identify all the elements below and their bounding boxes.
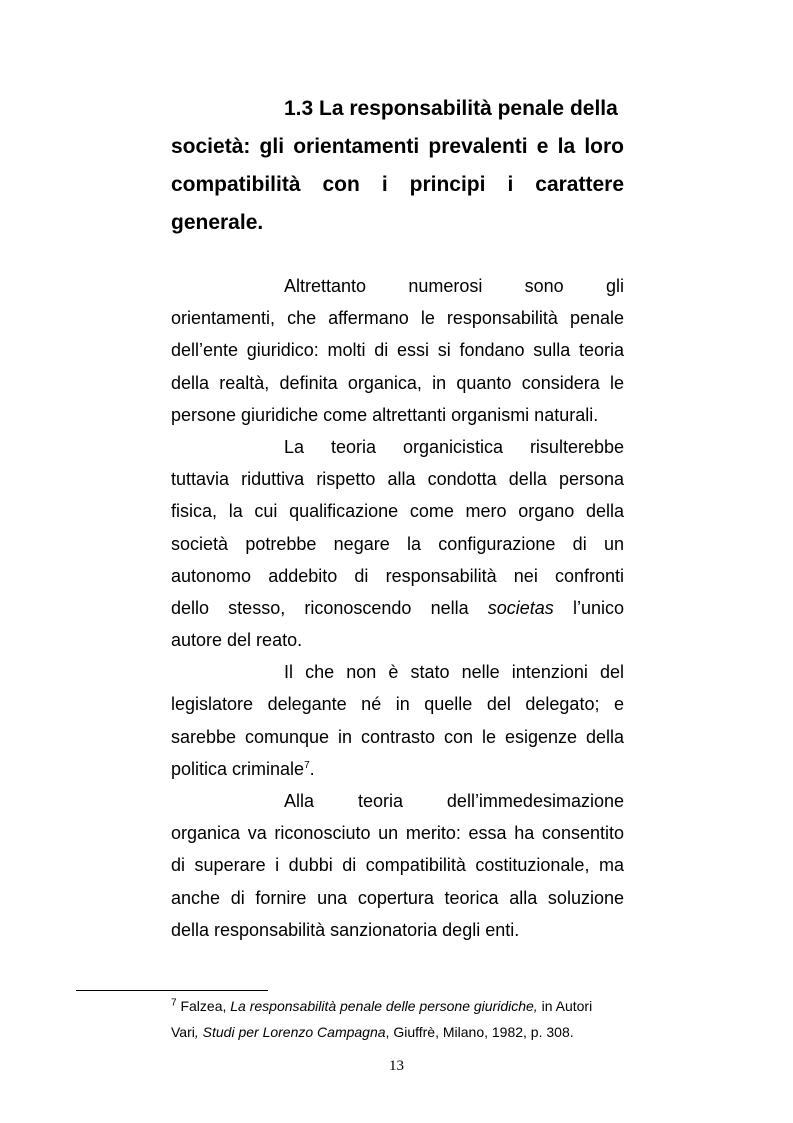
text-line: Il che non è stato nelle intenzioni del	[284, 662, 624, 683]
text-line: della realtà, definita organica, in quanto considera le	[171, 372, 624, 393]
text-line: sarebbe comunque in contrasto con le esigenze della	[171, 726, 624, 747]
footnote-line	[171, 1019, 626, 1045]
footnote-number: 7	[171, 997, 177, 1009]
text-line: autore del reato.	[171, 630, 303, 651]
text-segment: dello stesso, riconoscendo nella	[171, 597, 469, 618]
footnote-comma: ,	[194, 1024, 199, 1040]
text-line: di superare i dubbi di compatibilità costituzionale, ma	[171, 855, 624, 876]
text-line: Alla teoria dell’immedesimazione	[284, 791, 624, 811]
footnote-line	[171, 993, 626, 1019]
paragraph	[171, 270, 624, 431]
text-line: fisica, la cui qualificazione come mero organo della	[171, 501, 624, 522]
paragraph	[171, 785, 624, 946]
italic-term: societas	[487, 597, 554, 618]
text-line: della responsabilità sanzionatoria degli enti.	[171, 919, 520, 940]
text-line: orientamenti, che affermano le responsabilità penale	[171, 308, 624, 329]
text-line: dell’ente giuridico: molti di essi si fondano sulla teoria	[171, 340, 624, 361]
text-line: anche di fornire una copertura teorica alla soluzione	[171, 887, 624, 908]
text-line: persone giuridiche come altrettanti organismi naturali.	[171, 404, 599, 425]
text-segment: .	[309, 758, 315, 779]
heading-line: compatibilità con i principi i carattere	[171, 173, 624, 196]
heading-line: generale.	[171, 211, 264, 234]
footnote-ref[interactable]: 7	[304, 759, 310, 771]
footnote-separator	[76, 990, 268, 991]
footnote-in: in Autori	[541, 998, 593, 1014]
text-line	[171, 753, 624, 785]
footnote-author: Falzea,	[180, 998, 227, 1014]
text-line: tuttavia riduttiva rispetto alla condotta della persona	[171, 469, 624, 490]
text-line: Altrettanto numerosi sono gli	[284, 276, 624, 296]
footnote-details: , Giuffrè, Milano, 1982, p. 308.	[385, 1024, 574, 1040]
paragraph	[171, 656, 624, 785]
footnote-book: Studi per Lorenzo Campagna	[202, 1024, 386, 1040]
text-line: La teoria organicistica risulterebbe	[284, 436, 624, 457]
footnote-title: La responsabilità penale delle persone giuridiche,	[230, 998, 538, 1014]
text-segment: l’unico	[572, 597, 624, 618]
heading-line: società: gli orientamenti prevalenti e la loro	[171, 135, 624, 158]
body-text	[171, 270, 624, 946]
paragraph	[171, 431, 624, 656]
footnote-text: Vari	[171, 1024, 195, 1040]
text-line: organica va riconosciuto un merito: essa ha consentito	[171, 823, 624, 844]
text-line: società potrebbe negare la configurazione di un	[171, 533, 624, 554]
text-line: legislatore delegante né in quelle del delegato; e	[171, 694, 624, 715]
page-number: 13	[389, 1058, 404, 1074]
text-line	[171, 592, 624, 624]
section-heading	[171, 90, 624, 242]
heading-line: 1.3 La responsabilità penale della	[284, 97, 618, 120]
text-segment: politica criminale	[171, 758, 305, 779]
footnote	[171, 993, 626, 1045]
text-line: autonomo addebito di responsabilità nei confronti	[171, 565, 624, 586]
